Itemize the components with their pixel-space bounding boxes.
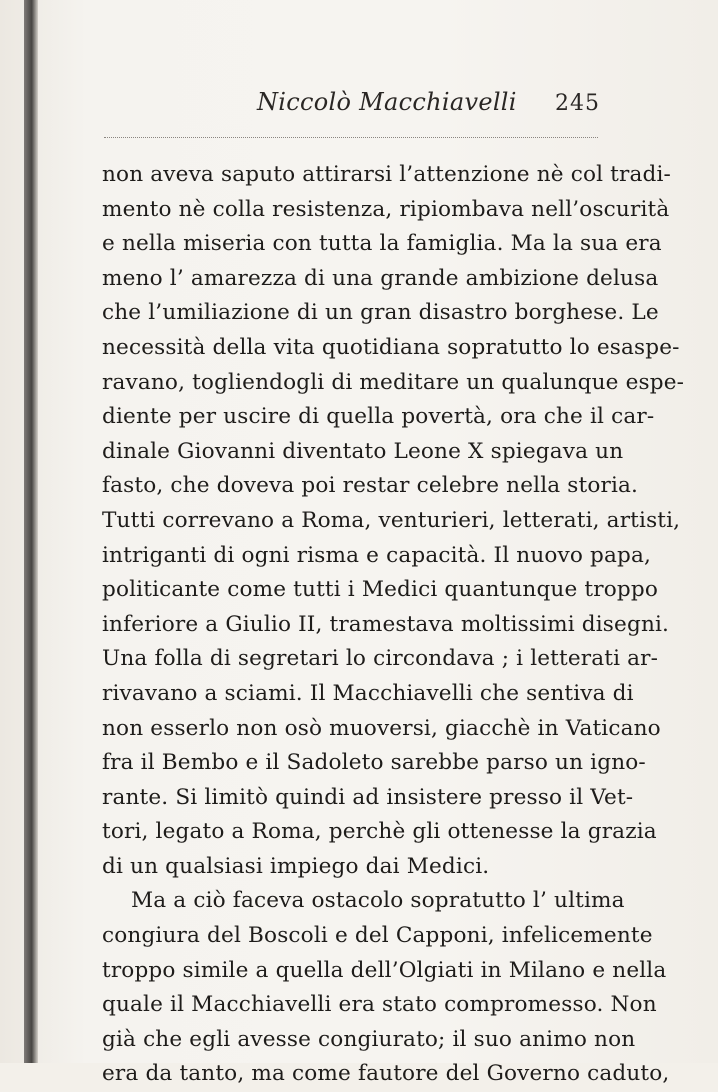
text-line: Tutti correvano a Roma, venturieri, letterati, artisti, bbox=[102, 507, 681, 533]
text-line: già che egli avesse congiurato; il suo animo non bbox=[102, 1026, 636, 1052]
text-line: fra il Bembo e il Sadoleto sarebbe parso un igno- bbox=[102, 750, 646, 776]
text-line: e nella miseria con tutta la famiglia. Ma la sua era bbox=[102, 231, 662, 257]
binding-edge bbox=[24, 0, 38, 1063]
text-line: quale il Macchiavelli era stato compromesso. Non bbox=[102, 992, 657, 1018]
text-line: mento nè colla resistenza, ripiombava nell’oscurità bbox=[102, 196, 670, 222]
text-line: Una folla di segretari lo circondava ; i letterati ar- bbox=[102, 646, 659, 672]
text-line: ravano, togliendogli di meditare un qualunque espe- bbox=[102, 369, 685, 395]
text-line: che l’umiliazione di un gran disastro borghese. Le bbox=[102, 300, 659, 326]
text-line: non esserlo non osò muoversi, giacchè in Vaticano bbox=[102, 715, 661, 741]
body-text bbox=[102, 158, 685, 1092]
page-number: 245 bbox=[555, 91, 600, 116]
running-head-title: Niccolò Macchiavelli bbox=[257, 88, 517, 116]
text-line: rivavano a sciami. Il Macchiavelli che sentiva di bbox=[102, 680, 634, 706]
text-line: congiura del Boscoli e del Capponi, infelicemente bbox=[102, 923, 653, 949]
text-line: necessità della vita quotidiana sopratutto lo esaspe- bbox=[102, 334, 680, 360]
text-line: inferiore a Giulio II, tramestava moltissimi disegni. bbox=[102, 611, 670, 637]
text-line: intriganti di ogni risma e capacità. Il nuovo papa, bbox=[102, 542, 652, 568]
text-line: diente per uscire di quella povertà, ora che il car- bbox=[102, 404, 655, 430]
text-line: fasto, che doveva poi restar celebre nella storia. bbox=[102, 473, 639, 499]
text-line: politicante come tutti i Medici quantunque troppo bbox=[102, 577, 658, 603]
text-line: rante. Si limitò quindi ad insistere presso il Vet- bbox=[102, 784, 634, 810]
text-line: Ma a ciò faceva ostacolo sopratutto l’ ultima bbox=[131, 888, 625, 914]
text-line: troppo simile a quella dell’Olgiati in Milano e nella bbox=[102, 957, 667, 983]
text-line: dinale Giovanni diventato Leone X spiegava un bbox=[102, 438, 624, 464]
text-line: non aveva saputo attirarsi l’attenzione nè col tradi- bbox=[102, 162, 671, 187]
text-line: era da tanto, ma come fautore del Governo caduto, bbox=[102, 1061, 670, 1087]
text-line: meno l’ amarezza di una grande ambizione delusa bbox=[102, 265, 659, 291]
text-line: tori, legato a Roma, perchè gli ottenesse la grazia bbox=[102, 819, 657, 845]
text-line: di un qualsiasi impiego dai Medici. bbox=[102, 853, 490, 879]
running-head bbox=[100, 86, 600, 126]
header-rule bbox=[104, 137, 598, 138]
